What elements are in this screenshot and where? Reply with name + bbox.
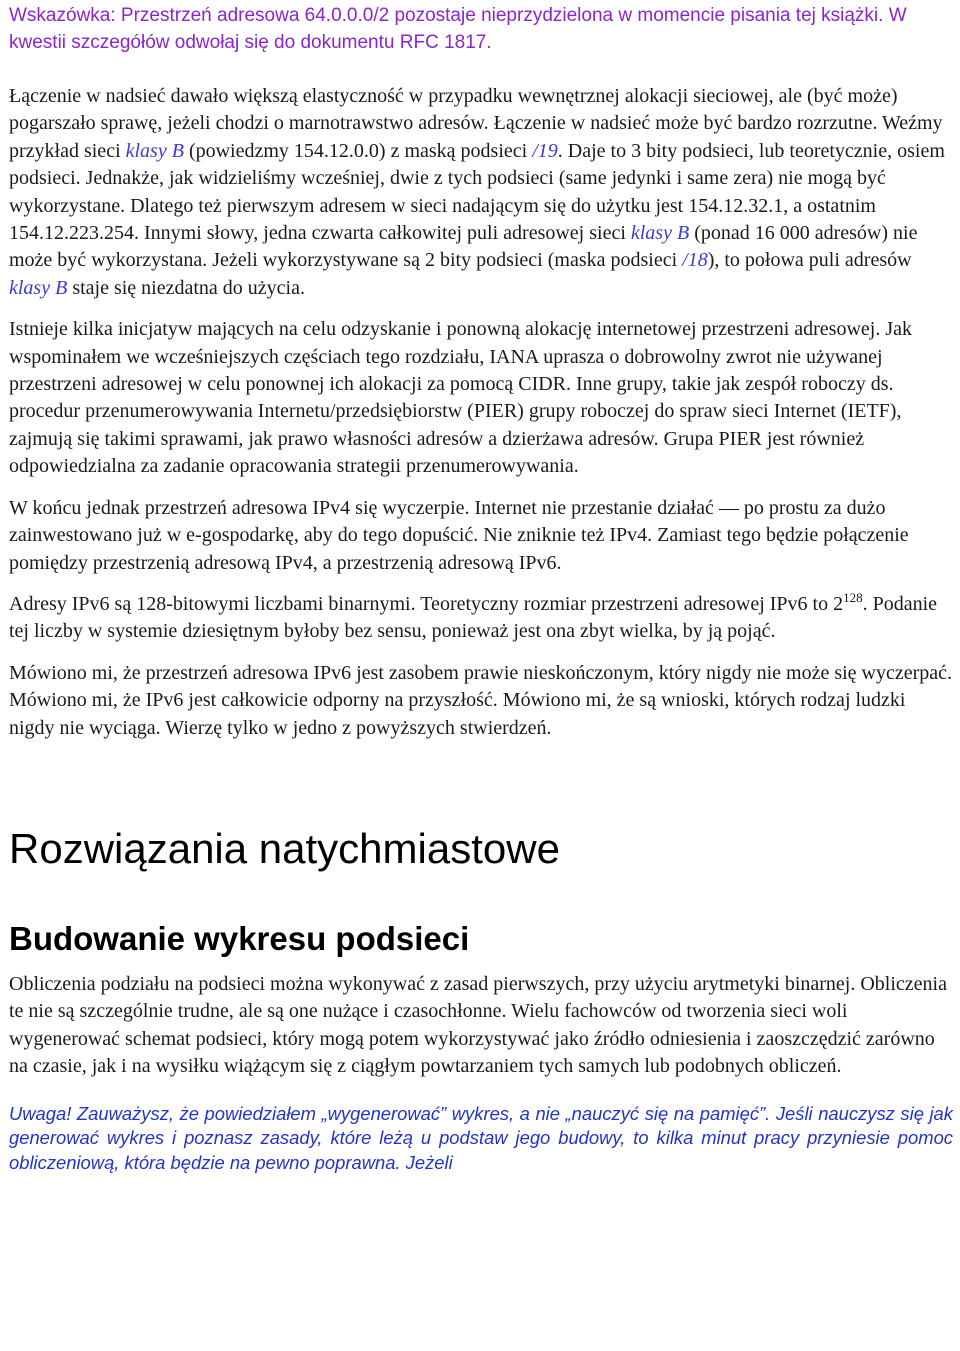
text-segment: (ponad 16 000 adresów) nie może być wykorzystana. Jeżeli wykorzystywane są 2 bity podsieci (maska podsieci <box>9 222 918 272</box>
paragraph-ipv4-exhaustion: W końcu jednak przestrzeń adresowa IPv4 się wyczerpie. Internet nie przestanie działać — po prostu za dużo zainwestowano już w e-gospodarkę, aby do tego dopuścić. Nie zniknie też IPv4. Zamiast tego będzie połączenie pomiędzy przestrzenią adresową IPv4, a przestrzenią adresową IPv6. <box>9 496 909 574</box>
note-text: Uwaga! Zauważysz, że powiedziałem „wygenerować” wykres, a nie „nauczyć się na pamięć”. Jeśli nauczysz się jak generować wykres i poznasz zasady, które leżą u podstaw jego budowy, to kilka minut pracy przyniesie pomoc obliczeniową, która będzie na pewno poprawna. Jeżeli <box>9 1102 953 1173</box>
tip-text: Wskazówka: Przestrzeń adresowa 64.0.0.0/2 pozostaje nieprzydzielona w momencie pisania tej książki. W kwestii szczegółów odwołaj się do dokumentu RFC 1817. <box>9 5 907 53</box>
class-b-link[interactable]: klasy B <box>125 139 184 162</box>
text-segment: Adresy IPv6 są 128-bitowymi liczbami binarnymi. Teoretyczny rozmiar przestrzeni adresowej IPv6 to 2 <box>9 592 844 615</box>
document-page <box>9 2 953 1175</box>
text-segment: ), to połowa puli adresów <box>707 249 912 272</box>
text-segment: Łączenie w nadsieć dawało większą elastyczność w przypadku wewnętrznej alokacji sieciowej, ale (być może) pogarszało sprawę, jeżeli chodzi o marnotrawstwo adresów. Łączenie w nadsieć może być bardzo rozrzutne. Weźmy przykład sieci <box>9 85 943 162</box>
paragraph-subnet-chart: Obliczenia podziału na podsieci można wykonywać z zasad pierwszych, przy użyciu arytmetyki binarnej. Obliczenia te nie są szczególnie trudne, ale są one nużące i czasochłonne. Wielu fachowców od tworzenia sieci woli wygenerować schemat podsieci, który mogą potem wykorzystywać jako źródło odniesienia i zaoszczędzić zarówno na czasie, jak i na wysiłku wiążącym się z ciągłym powtarzaniem tych samych lub podobnych obliczeń. <box>9 972 947 1078</box>
text-segment: . Daje to 3 bity podsieci, lub teoretycznie, osiem podsieci. Jednakże, jak widzieliśmy wcześniej, dwie z tych podsieci (same jedynki i same zera) nie mogą być wykorzystane. Dlatego też pierwszym adresem w sieci nadającym się do użytku jest 154.12.32.1, a ostatnim 154.12.223.254. Innymi słowy, jedna czwarta całkowitej puli adresowej sieci <box>9 139 945 245</box>
text-segment: (powiedzmy 154.12.0.0) z maską podsieci <box>183 139 533 162</box>
paragraph-ipv6-size <box>9 591 953 646</box>
mask-18-link[interactable]: /18 <box>682 249 708 272</box>
text-segment: . Podanie tej liczby w systemie dziesiętnym byłoby bez sensu, ponieważ jest ona zbyt wielka, by ją pojąć. <box>9 592 938 643</box>
paragraph-supernetting <box>9 83 953 302</box>
class-b-link[interactable]: klasy B <box>9 276 68 299</box>
text-segment: staje się niezdatna do użycia. <box>67 276 305 299</box>
paragraph-ipv6-infinite: Mówiono mi, że przestrzeń adresowa IPv6 jest zasobem prawie nieskończonym, który nigdy nie może się wyczerpać. Mówiono mi, że IPv6 jest całkowicie odporny na przyszłość. Mówiono mi, że są wnioski, których rodzaj ludzki nigdy nie wyciąga. Wierzę tylko w jedno z powyższych stwierdzeń. <box>9 661 953 739</box>
class-b-link[interactable]: klasy B <box>630 222 690 245</box>
section-heading: Budowanie wykresu podsieci <box>9 919 470 957</box>
chapter-heading: Rozwiązania natychmiastowe <box>9 824 560 872</box>
mask-19-link[interactable]: /19 <box>532 139 558 162</box>
exponent: 128 <box>843 589 863 605</box>
paragraph-initiatives: Istnieje kilka inicjatyw mających na celu odzyskanie i ponowną alokację internetowej przestrzeni adresowej. Jak wspominałem we wcześniejszych częściach tego rozdziału, IANA uprasza o dobrowolny zwrot nie używanej przestrzeni adresowej w celu ponownej ich alokacji za pomocą CIDR. Inne grupy, takie jak zespół roboczy ds. procedur przenumerowywania Internetu/przedsiębiorstw (PIER) grupy roboczej do spraw sieci Internet (IETF), zajmują się takimi sprawami, jak prawo własności adresów a dzierżawa adresów. Grupa PIER jest również odpowiedzialna za zadanie opracowania strategii przenumerowywania. <box>9 318 912 478</box>
